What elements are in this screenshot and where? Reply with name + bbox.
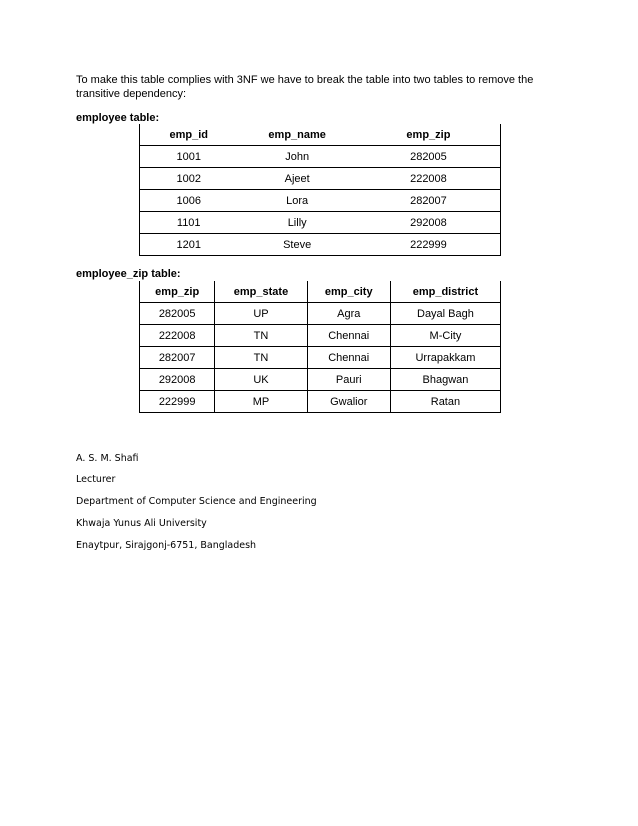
author-name: A. S. M. Shafi <box>76 453 139 464</box>
table-cell: UP <box>215 303 307 325</box>
author-department: Department of Computer Science and Engineering <box>76 496 317 507</box>
table-row <box>140 168 501 190</box>
header-cell: emp_id <box>140 124 238 146</box>
table-cell: 222008 <box>357 168 501 190</box>
table-row <box>140 369 501 391</box>
table-row <box>140 212 501 234</box>
table-cell: 222999 <box>357 234 501 256</box>
author-title: Lecturer <box>76 474 116 485</box>
table-row <box>140 303 501 325</box>
table-cell: 1201 <box>140 234 238 256</box>
table-cell: 292008 <box>357 212 501 234</box>
table-cell: Ratan <box>390 391 500 413</box>
table-cell: Chennai <box>307 325 390 347</box>
table-row <box>140 234 501 256</box>
table-cell: TN <box>215 347 307 369</box>
header-cell: emp_name <box>237 124 356 146</box>
table-cell: 1001 <box>140 146 238 168</box>
header-cell: emp_zip <box>140 281 215 303</box>
header-cell: emp_zip <box>357 124 501 146</box>
table-cell: TN <box>215 325 307 347</box>
employee-table <box>139 124 501 256</box>
table-cell: John <box>237 146 356 168</box>
header-cell: emp_city <box>307 281 390 303</box>
table-cell: 292008 <box>140 369 215 391</box>
table-cell: 1002 <box>140 168 238 190</box>
table-row <box>140 146 501 168</box>
header-cell: emp_state <box>215 281 307 303</box>
table-cell: Pauri <box>307 369 390 391</box>
table-cell: 1101 <box>140 212 238 234</box>
table-cell: Steve <box>237 234 356 256</box>
table-cell: Chennai <box>307 347 390 369</box>
employee-table-caption: employee table: <box>76 112 160 124</box>
table-cell: Gwalior <box>307 391 390 413</box>
author-address: Enaytpur, Sirajgonj-6751, Bangladesh <box>76 540 257 551</box>
table-cell: 1006 <box>140 190 238 212</box>
header-cell: emp_district <box>390 281 500 303</box>
table-cell: Ajeet <box>237 168 356 190</box>
table-cell: Lilly <box>237 212 356 234</box>
table-cell: Bhagwan <box>390 369 500 391</box>
table-cell: 282007 <box>140 347 215 369</box>
intro-paragraph: To make this table complies with 3NF we have to break the table into two tables to remove the transitive dependency: <box>76 74 534 100</box>
employee-zip-table-caption: employee_zip table: <box>76 268 181 280</box>
table-cell: UK <box>215 369 307 391</box>
table-header-row <box>140 124 501 146</box>
table-cell: 222008 <box>140 325 215 347</box>
table-cell: Lora <box>237 190 356 212</box>
table-cell: 282005 <box>357 146 501 168</box>
table-cell: 282007 <box>357 190 501 212</box>
table-header-row <box>140 281 501 303</box>
table-row <box>140 325 501 347</box>
table-cell: Dayal Bagh <box>390 303 500 325</box>
table-row <box>140 190 501 212</box>
table-cell: M-City <box>390 325 500 347</box>
table-cell: Urrapakkam <box>390 347 500 369</box>
table-cell: MP <box>215 391 307 413</box>
table-row <box>140 391 501 413</box>
employee-zip-table <box>139 281 501 413</box>
table-cell: 222999 <box>140 391 215 413</box>
table-row <box>140 347 501 369</box>
table-cell: Agra <box>307 303 390 325</box>
author-university: Khwaja Yunus Ali University <box>76 518 207 529</box>
table-cell: 282005 <box>140 303 215 325</box>
